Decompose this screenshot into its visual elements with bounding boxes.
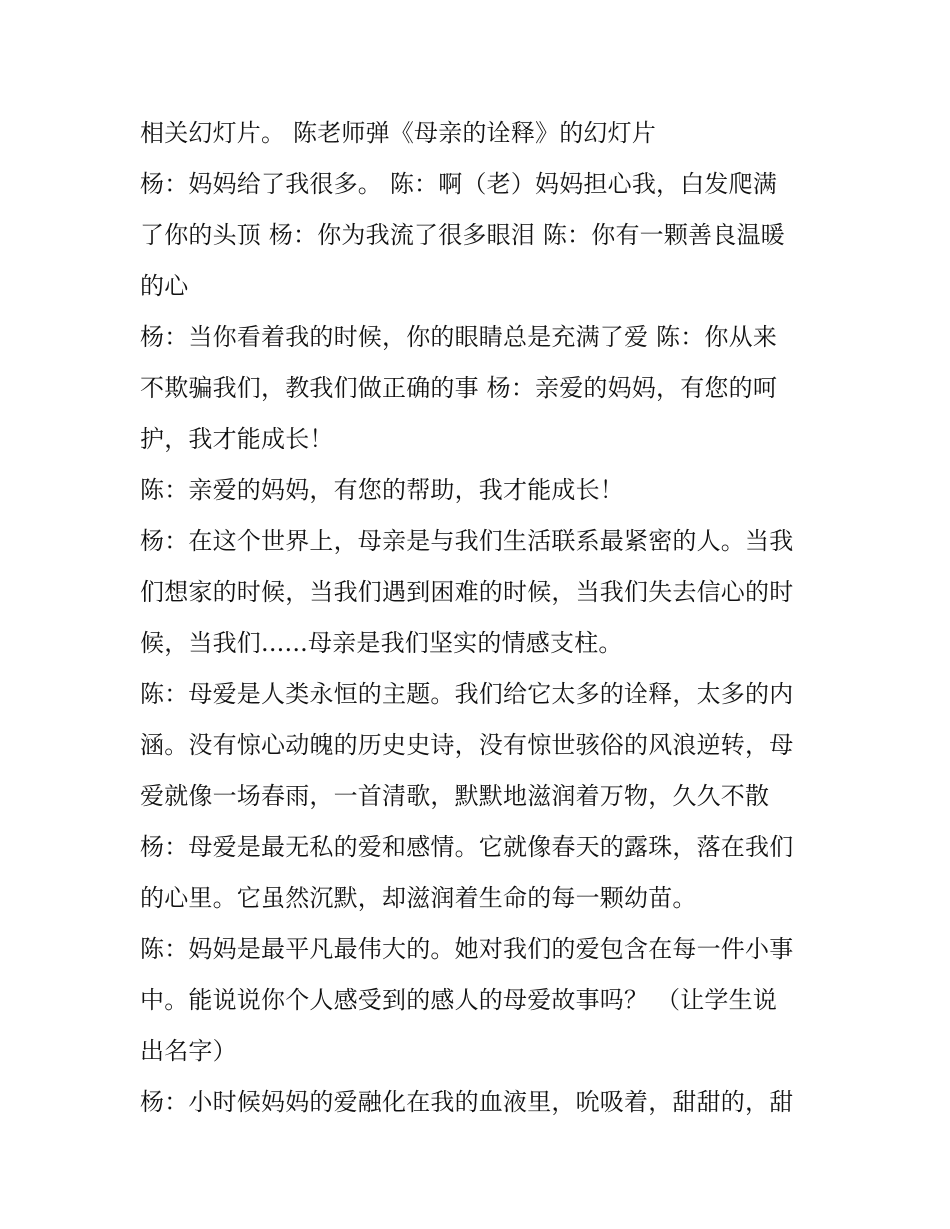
text-line: 陈：母爱是人类永恒的主题。我们给它太多的诠释，太多的内	[140, 680, 794, 708]
text-line: 杨：当你看着我的时候，你的眼睛总是充满了爱 陈：你从来	[140, 323, 778, 351]
text-line: 爱就像一场春雨，一首清歌，默默地滋润着万物，久久不散	[140, 782, 770, 810]
text-line: 杨：妈妈给了我很多。 陈：啊（老）妈妈担心我，白发爬满	[140, 170, 778, 198]
text-line: 的心里。它虽然沉默，却滋润着生命的每一颗幼苗。	[140, 884, 697, 912]
text-line: 出名字）	[140, 1037, 237, 1065]
text-line: 候，当我们......母亲是我们坚实的情感支柱。	[140, 629, 623, 657]
text-line: 陈：妈妈是最平凡最伟大的。她对我们的爱包含在每一件小事	[140, 935, 794, 963]
text-line: 护，我才能成长！	[140, 425, 334, 453]
text-line: 陈：亲爱的妈妈，有您的帮助，我才能成长！	[140, 476, 624, 504]
text-line: 相关幻灯片。 陈老师弹《母亲的诠释》的幻灯片	[140, 119, 657, 147]
text-line: 的心	[140, 272, 189, 300]
text-line: 杨：小时候妈妈的爱融化在我的血液里，吮吸着，甜甜的，甜	[140, 1088, 794, 1116]
text-line: 不欺骗我们，教我们做正确的事 杨：亲爱的妈妈，有您的呵	[140, 374, 778, 402]
text-line: 中。能说说你个人感受到的感人的母爱故事吗？ （让学生说	[140, 986, 778, 1014]
text-line: 了你的头顶 杨：你为我流了很多眼泪 陈：你有一颗善良温暖	[140, 221, 785, 249]
text-line: 们想家的时候，当我们遇到困难的时候，当我们失去信心的时	[140, 578, 794, 606]
text-line: 杨：母爱是最无私的爱和感情。它就像春天的露珠，落在我们	[140, 833, 794, 861]
text-line: 涵。没有惊心动魄的历史史诗，没有惊世骇俗的风浪逆转，母	[140, 731, 794, 759]
document-body	[140, 108, 812, 1128]
text-line: 杨：在这个世界上，母亲是与我们生活联系最紧密的人。当我	[140, 527, 794, 555]
